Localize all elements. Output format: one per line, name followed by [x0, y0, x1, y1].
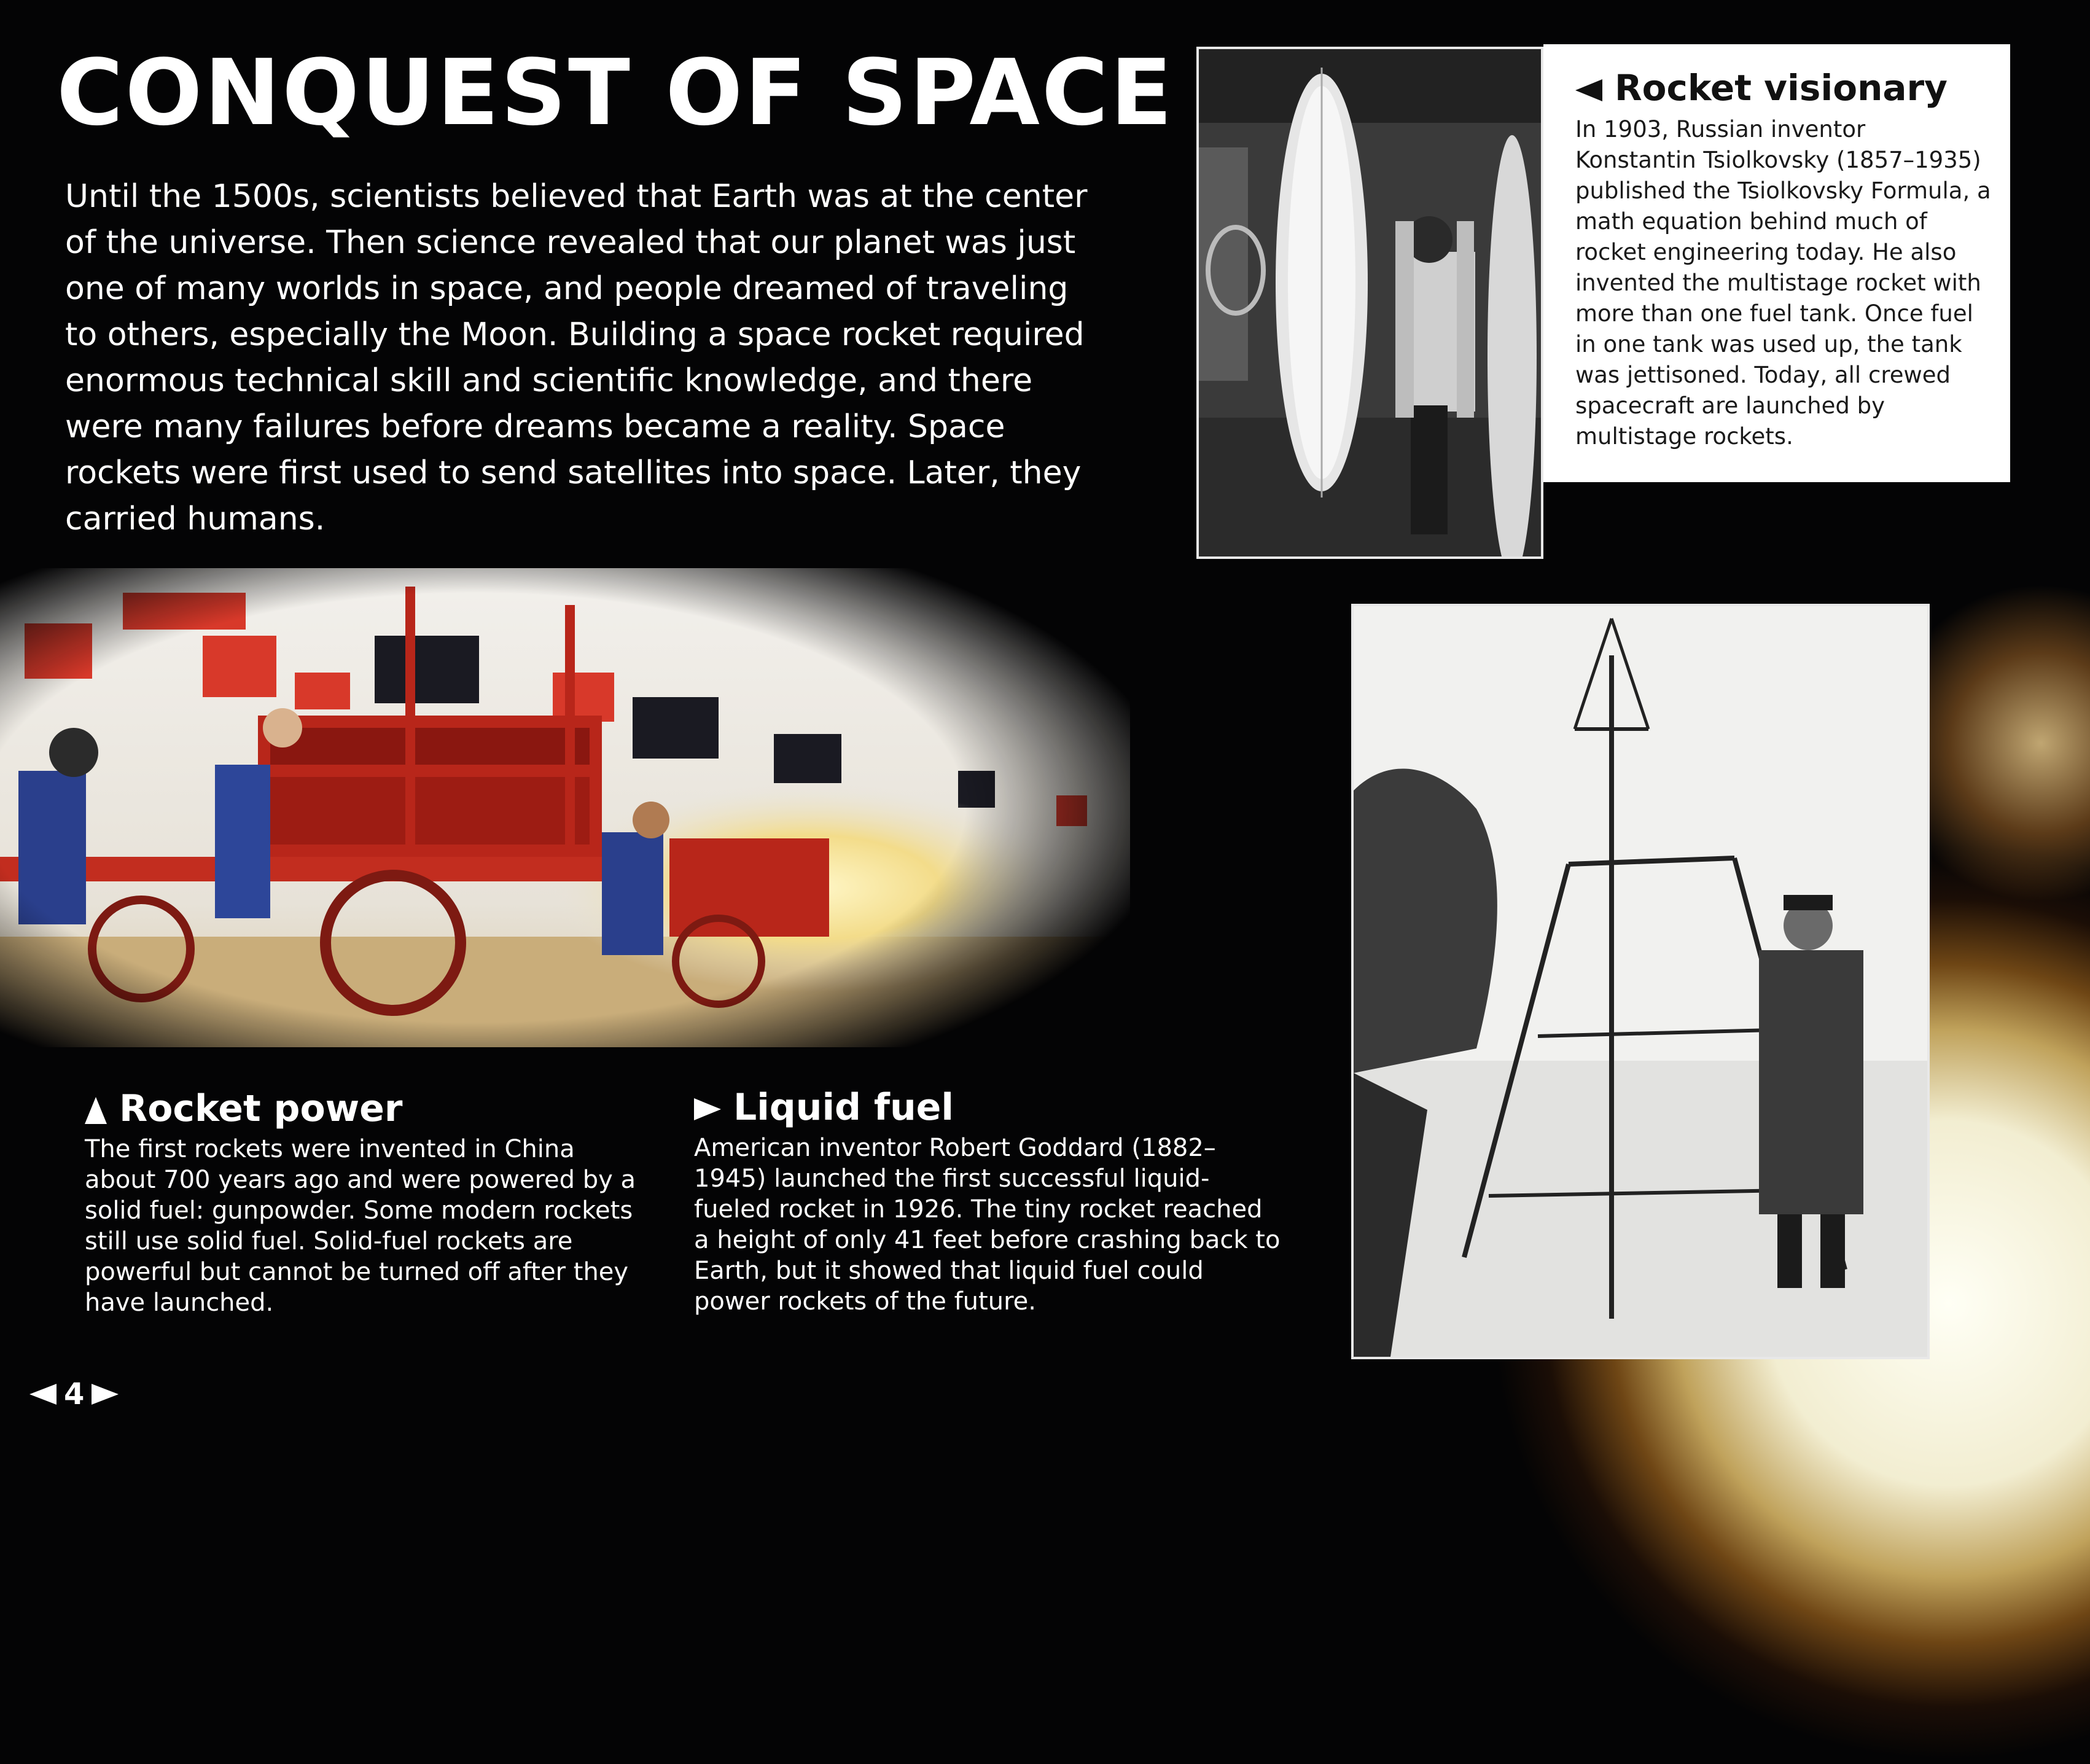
liquid-fuel-text: American inventor Robert Goddard (1882–1945) launched the first successful liquid-fueled rocket in 1926. The tiny rocket reached a height of only 41 feet before crashing back to Earth, but it showed that liquid fuel could power rockets of the future.: [694, 1134, 1281, 1316]
triangle-right-icon: [92, 1384, 119, 1405]
rocket-visionary-text: In 1903, Russian inventor Konstantin Tsiolkovsky (1857–1935) published the Tsiolkovsky Formula, a math equation behind much of rocket engineering today. He also invented the multistage rocket with more than one fuel tank. Once fuel in one tank was used up, the tank was jettisoned. Today, all crewed spacecraft are launched by multistage rockets.: [1575, 115, 1991, 450]
rocket-visionary-heading: [1575, 69, 1992, 108]
rocket-carts-artwork: [0, 568, 1130, 1047]
page-title: CONQUEST OF SPACE: [57, 40, 1174, 146]
page-number: [29, 1377, 119, 1411]
goddard-rocket-photo: [1351, 604, 1930, 1359]
liquid-fuel-heading: [694, 1087, 1284, 1128]
triangle-left-icon: [29, 1384, 57, 1405]
liquid-fuel-section: [694, 1087, 1284, 1317]
tsiolkovsky-illustration: [1199, 49, 1541, 556]
chinese-rocket-carts-illustration: [0, 568, 1130, 1047]
rocket-power-title: Rocket power: [119, 1087, 403, 1130]
intro-paragraph: Until the 1500s, scientists believed that Earth was at the center of the universe. Then science revealed that our planet was just one of many worlds in space, and people dreamed of traveling to others, especially the Moon. Building a space rocket required enormous technical skill and scientific knowledge, and there were many failures before dreams became a reality. Space rockets were first used to send satellites into space. Later, they carried humans.: [65, 178, 1088, 537]
triangle-right-icon: [694, 1098, 721, 1120]
rocket-visionary-box: [1543, 44, 2010, 482]
rocket-visionary-title: Rocket visionary: [1615, 67, 1948, 109]
page-number-text: 4: [64, 1377, 85, 1411]
triangle-up-icon: [85, 1097, 107, 1124]
goddard-illustration: [1354, 606, 1927, 1357]
liquid-fuel-title: Liquid fuel: [733, 1086, 954, 1129]
tsiolkovsky-photo: [1196, 47, 1543, 559]
rocket-power-section: [85, 1088, 638, 1318]
rocket-power-heading: [85, 1088, 638, 1129]
rocket-power-text: The first rockets were invented in China about 700 years ago and were powered by a solid fuel: gunpowder. Some modern rockets still use solid fuel. Solid-fuel rockets are powerful but cannot be turned off after they have launched.: [85, 1135, 636, 1317]
triangle-left-icon: [1575, 79, 1602, 101]
